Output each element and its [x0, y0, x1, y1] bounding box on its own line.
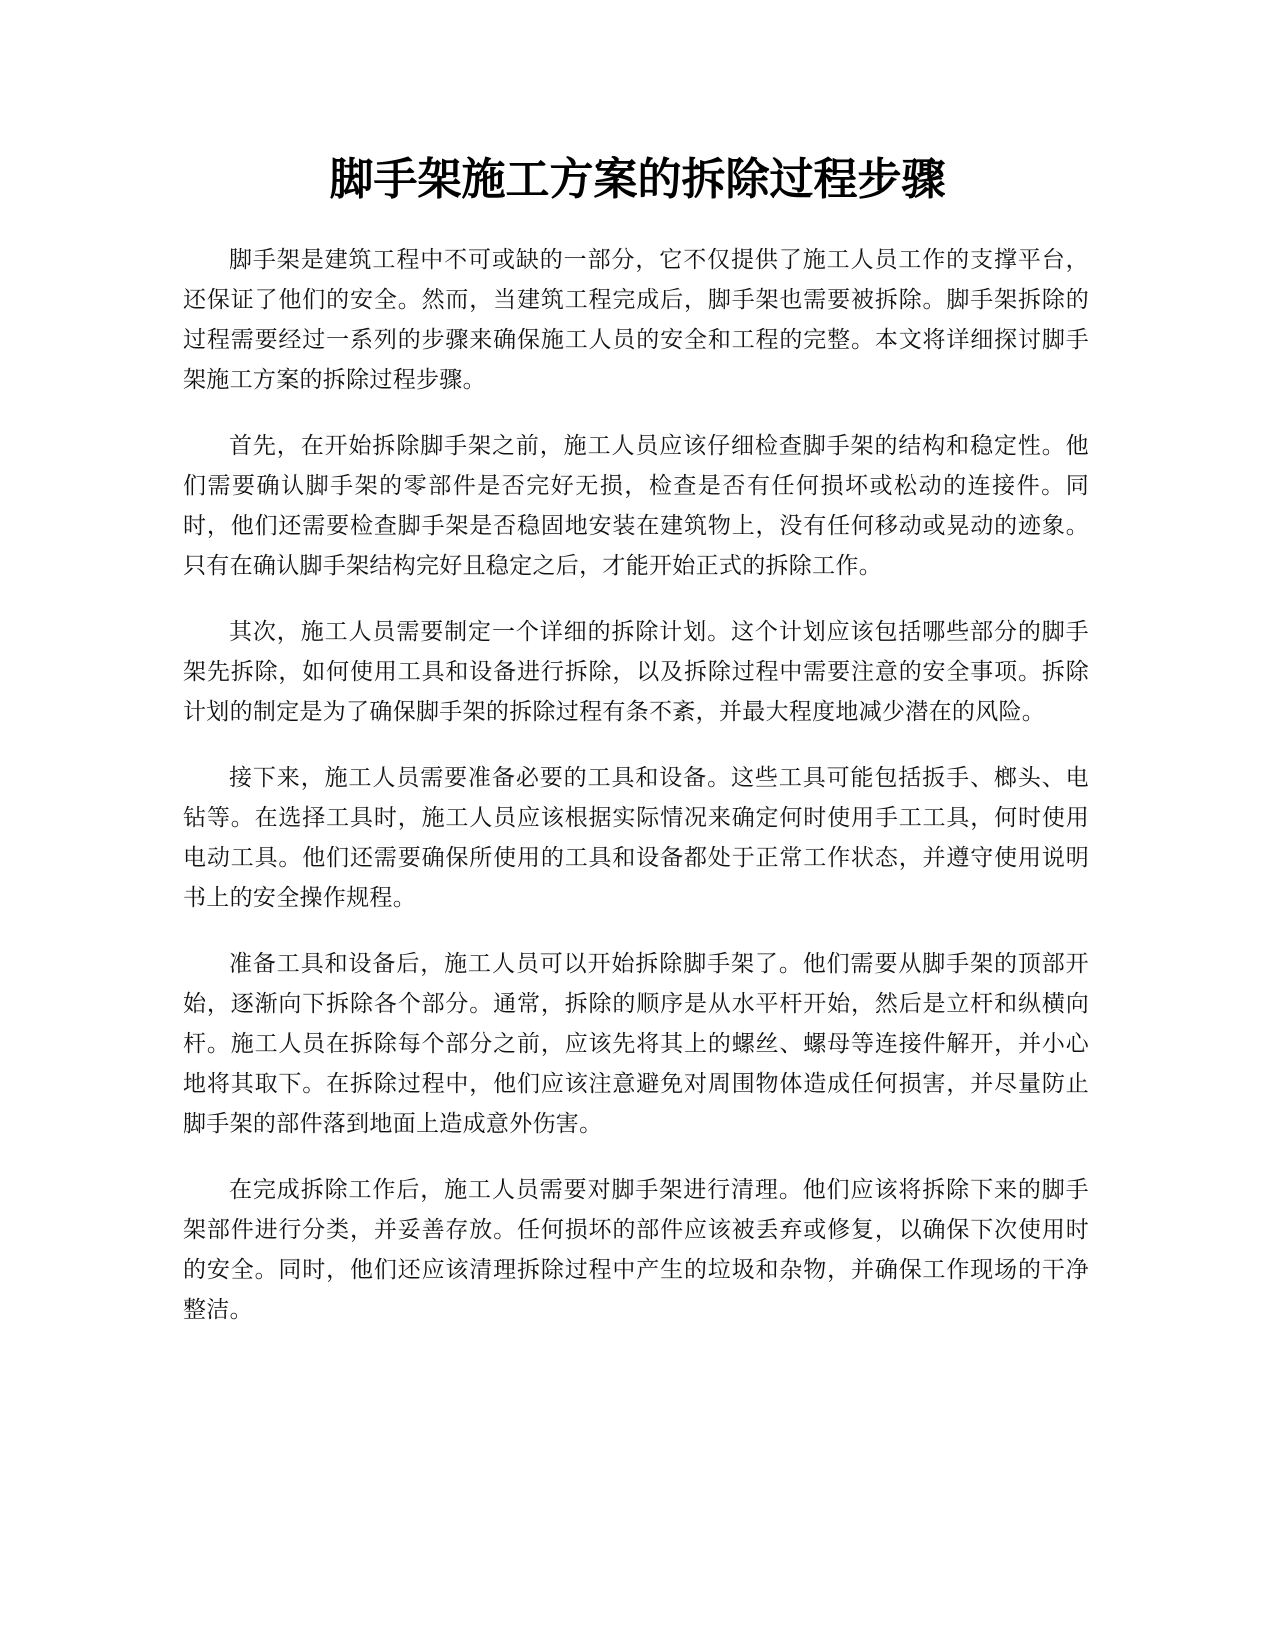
paragraph-plan: 其次，施工人员需要制定一个详细的拆除计划。这个计划应该包括哪些部分的脚手架先拆除，如何使用工具和设备进行拆除，以及拆除过程中需要注意的安全事项。拆除计划的制定是为了确保脚手架的拆除过程有条不紊，并最大程度地减少潜在的风险。	[183, 619, 1089, 725]
document-body	[183, 240, 1089, 1356]
paragraph-tools: 接下来，施工人员需要准备必要的工具和设备。这些工具可能包括扳手、榔头、电钻等。在选择工具时，施工人员应该根据实际情况来确定何时使用手工工具，何时使用电动工具。他们还需要确保所使用的工具和设备都处于正常工作状态，并遵守使用说明书上的安全操作规程。	[183, 765, 1089, 911]
paragraph-inspection: 首先，在开始拆除脚手架之前，施工人员应该仔细检查脚手架的结构和稳定性。他们需要确认脚手架的零部件是否完好无损，检查是否有任何损坏或松动的连接件。同时，他们还需要检查脚手架是否稳固地安装在建筑物上，没有任何移动或晃动的迹象。只有在确认脚手架结构完好且稳定之后，才能开始正式的拆除工作。	[183, 433, 1089, 579]
paragraph-intro: 脚手架是建筑工程中不可或缺的一部分，它不仅提供了施工人员工作的支撑平台，还保证了他们的安全。然而，当建筑工程完成后，脚手架也需要被拆除。脚手架拆除的过程需要经过一系列的步骤来确保施工人员的安全和工程的完整。本文将详细探讨脚手架施工方案的拆除过程步骤。	[183, 247, 1089, 393]
paragraph-cleanup: 在完成拆除工作后，施工人员需要对脚手架进行清理。他们应该将拆除下来的脚手架部件进行分类，并妥善存放。任何损坏的部件应该被丢弃或修复，以确保下次使用时的安全。同时，他们还应该清理拆除过程中产生的垃圾和杂物，并确保工作现场的干净整洁。	[183, 1177, 1089, 1323]
paragraph-dismantling: 准备工具和设备后，施工人员可以开始拆除脚手架了。他们需要从脚手架的顶部开始，逐渐向下拆除各个部分。通常，拆除的顺序是从水平杆开始，然后是立杆和纵横向杆。施工人员在拆除每个部分之前，应该先将其上的螺丝、螺母等连接件解开，并小心地将其取下。在拆除过程中，他们应该注意避免对周围物体造成任何损害，并尽量防止脚手架的部件落到地面上造成意外伤害。	[183, 951, 1089, 1137]
document-title: 脚手架施工方案的拆除过程步骤	[329, 154, 946, 205]
